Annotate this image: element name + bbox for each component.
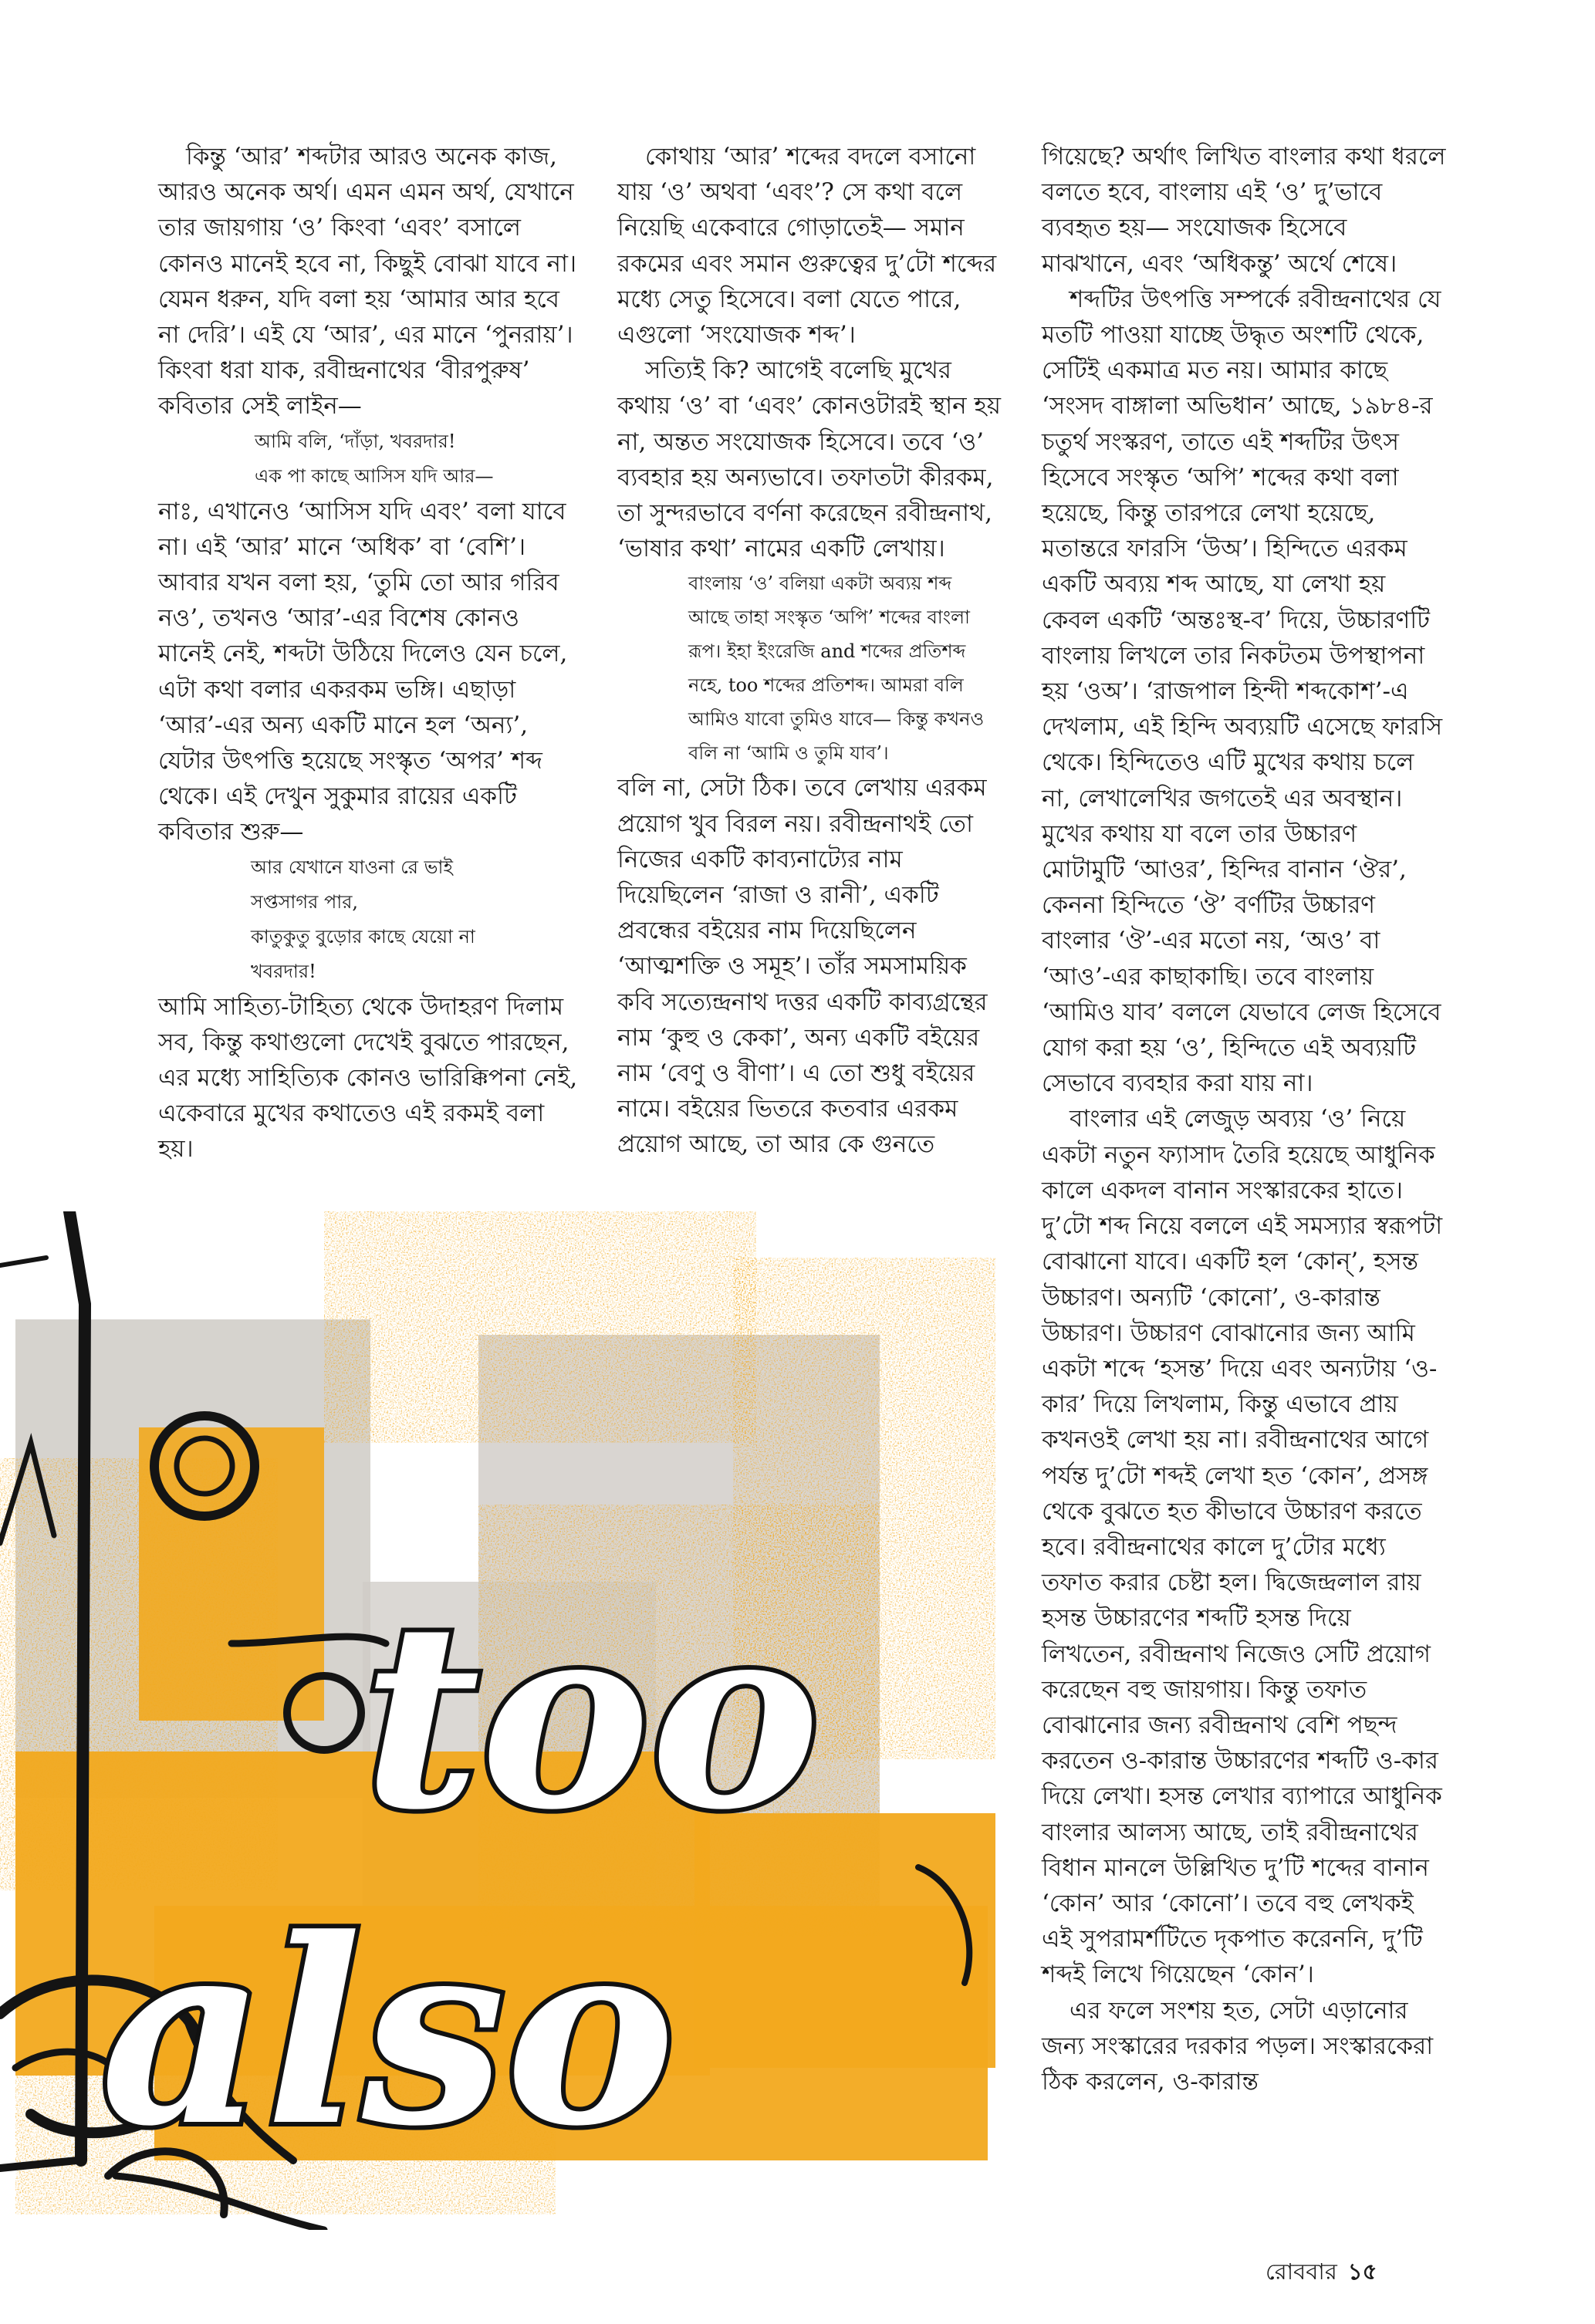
paragraph: সত্যিই কি? আগেই বলেছি মুখের কথায় ‘ও’ বা ‘এবং’ কোনওটারই স্থান হয় না, অন্তত সংযোজক হিসেবে। তবে ‘ও’ ব্যবহার হয় অন্যভাবে। তফাতটা কীরকম, তা সুন্দরভাবে বর্ণনা করেছেন রবীন্দ্রনাথ, ‘ভাষার কথা’ নামের একটি লেখায়। (617, 356, 1001, 563)
paragraph: বলি না, সেটা ঠিক। তবে লেখায় এরকম প্রয়োগ খুব বিরল নয়। রবীন্দ্রনাথই তো নিজের একটি কাব্যনাট্যের নাম দিয়েছিলেন ‘রাজা ও রানী’, একটি প্রবন্ধের বইয়ের নাম দিয়েছিলেন ‘আত্মশক্তি ও সমূহ’। তাঁর সমসাময়িক কবি সত্যেন্দ্রনাথ দত্তর একটি কাব্যগ্রন্থের নাম ‘কুহু ও কেকা’, অন্য একটি বইয়ের নাম ‘বেণু ও বীণা’। এ তো শুধু বইয়ের নামে। বইয়ের ভিতরে কতবার এরকম প্রয়োগ আছে, তা আর কে গুনতে (617, 774, 988, 1159)
page-footer (1266, 2255, 1377, 2292)
verse-line: খবরদার! (251, 960, 316, 982)
page-number: ১৫ (1347, 2258, 1377, 2285)
verse-line: আর যেখানে যাওনা রে ভাই (251, 856, 453, 878)
calligraphy-illustration (0, 1211, 1034, 2230)
paragraph: বাংলার এই লেজুড় অব্যয় ‘ও’ নিয়ে একটা নতুন ফ্যাসাদ তৈরি হয়েছে আধুনিক কালে একদল বানান সংস্কারকের হাতে। দু’টো শব্দ নিয়ে বললে এই সমস্যার স্বরূপটা বোঝানো যাবে। একটি হল ‘কোন্’, হসন্ত উচ্চারণ। অন্যটি ‘কোনো’, ও-কারান্ত উচ্চারণ। উচ্চারণ বোঝানোর জন্য আমি একটা শব্দে ‘হসন্ত’ দিয়ে এবং অন্যটায় ‘ও-কার’ দিয়ে লিখলাম, কিন্তু এভাবে প্রায় কখনওই লেখা হয় না। রবীন্দ্রনাথের আগে পর্যন্ত দু’টো শব্দই লেখা হত ‘কোন’, প্রসঙ্গ থেকে বুঝতে হত কীভাবে উচ্চারণ করতে হবে। রবীন্দ্রনাথের কালে দু’টোর মধ্যে তফাত করার চেষ্টা হল। দ্বিজেন্দ্রলাল রায় হসন্ত উচ্চারণের শব্দটি হসন্ত দিয়ে লিখতেন, রবীন্দ্রনাথ নিজেও সেটি প্রয়োগ করেছেন বহু জায়গায়। কিন্তু তফাত বোঝানোর জন্য রবীন্দ্রনাথ বেশি পছন্দ করতেন ও-কারান্ত উচ্চারণের শব্দটি ও-কার দিয়ে লেখা। হসন্ত লেখার ব্যাপারে আধুনিক বাংলার আলস্য আছে, তাই রবীন্দ্রনাথের বিধান মানলে উল্লিখিত দু’টি শব্দের বানান ‘কোন’ আর ‘কোনো’। তবে বহু লেখকই এই সুপরামর্শটিতে দৃকপাত করেননি, দু’টি শব্দই লিখে গিয়েছেন ‘কোন’। (1042, 1105, 1443, 1989)
paragraph: নাঃ, এখানেও ‘আসিস যদি এবং’ বলা যাবে না। এই ‘আর’ মানে ‘অধিক’ বা ‘বেশি’। আবার যখন বলা হয়, ‘তুমি তো আর গরিব নও’, তখনও ‘আর’-এর বিশেষ কোনও মানেই নেই, শব্দটা উঠিয়ে দিলেও যেন চলে, এটা কথা বলার একরকম ভঙ্গি। এছাড়া ‘আর’-এর অন্য একটি মানে হল ‘অন্য’, যেটার উৎপত্তি হয়েছে সংস্কৃত ‘অপর’ শব্দ থেকে। এই দেখুন সুকুমার রায়ের একটি কবিতার শুরু— (158, 497, 568, 846)
magazine-name: রোববার (1266, 2258, 1337, 2285)
paragraph: গিয়েছে? অর্থাৎ লিখিত বাংলার কথা ধরলে বলতে হবে, বাংলায় এই ‘ও’ দু’ভাবে ব্যবহৃত হয়— সংযোজক হিসেবে মাঝখানে, এবং ‘অধিকন্তু’ অর্থে শেষে। (1042, 143, 1446, 278)
word-also: also (100, 1883, 676, 2182)
text-column-2 (617, 139, 1011, 1163)
text-column-1 (158, 139, 579, 1167)
paragraph: শব্দটির উৎপত্তি সম্পর্কে রবীন্দ্রনাথের যে মতটি পাওয়া যাচ্ছে উদ্ধৃত অংশটি থেকে, সেটিই একমাত্র মত নয়। আমার কাছে ‘সংসদ বাঙ্গালা অভিধান’ আছে, ১৯৮৪-র চতুর্থ সংস্করণ, তাতে এই শব্দটির উৎস হিসেবে সংস্কৃত ‘অপি’ শব্দের কথা বলা হয়েছে, কিন্তু তারপরে লেখা হয়েছে, মতান্তরে ফারসি ‘উঅ’। হিন্দিতে এরকম একটি অব্যয় শব্দ আছে, যা লেখা হয় কেবল একটি ‘অন্তঃস্থ-ব’ দিয়ে, উচ্চারণটি বাংলায় লিখলে তার নিকটতম উপস্থাপনা হয় ‘ওঅ’। ‘রাজপাল হিন্দী শব্দকোশ’-এ দেখলাম, এই হিন্দি অব্যয়টি এসেছে ফারসি থেকে। হিন্দিতেও এটি মুখের কথায় চলে না, লেখালেখির জগতেই এর অবস্থান। মুখের কথায় যা বলে তার উচ্চারণ মোটামুটি ‘আওর’, হিন্দির বানান ‘ঔর’, কেননা হিন্দিতে ‘ঔ’ বর্ণটির উচ্চারণ বাংলার ‘ঔ’-এর মতো নয়, ‘অও’ বা ‘আও’-এর কাছাকাছি। তবে বাংলায় ‘আমিও যাব’ বললে যেভাবে লেজ হিসেবে যোগ করা হয় ‘ও’, হিন্দিতে এই অব্যয়টি সেভাবে ব্যবহার করা যায় না। (1042, 285, 1443, 1098)
verse-line: কাতুকুতু বুড়োর কাছে যেয়ো না (251, 925, 475, 948)
paragraph: এর ফলে সংশয় হত, সেটা এড়ানোর জন্য সংস্কারের দরকার পড়ল। সংস্কারকেরা ঠিক করলেন, ও-কারান্ত (1042, 1996, 1434, 2096)
block-quote: বাংলায় ‘ও’ বলিয়া একটা অব্যয় শব্দ আছে তাহা সংস্কৃত ‘অপি’ শব্দের বাংলা রূপ। ইহা ইংরেজি and শব্দের প্রতিশব্দ নহে, too শব্দের প্রতিশব্দ। আমরা বলি আমিও যাবো তুমিও যাবে— কিন্তু কখনও বলি না ‘আমি ও তুমি যাব’। (688, 573, 985, 765)
paragraph: কোথায় ‘আর’ শব্দের বদলে বসানো যায় ‘ও’ অথবা ‘এবং’? সে কথা বলে নিয়েছি একেবারে গোড়াতেই— সমান রকমের এবং সমান গুরুত্বের দু’টো শব্দের মধ্যে সেতু হিসেবে। বলা যেতে পারে, এগুলো ‘সংযোজক শব্দ’। (617, 143, 997, 350)
text-column-3 (1042, 139, 1447, 2099)
paragraph: কিন্তু ‘আর’ শব্দটার আরও অনেক কাজ, আরও অনেক অর্থ। এমন এমন অর্থ, যেখানে তার জায়গায় ‘ও’ কিংবা ‘এবং’ বসালে কোনও মানেই হবে না, কিছুই বোঝা যাবে না। যেমন ধরুন, যদি বলা হয় ‘আমার আর হবে না দেরি’। এই যে ‘আর’, এর মানে ‘পুনরায়’। কিংবা ধরা যাক, রবীন্দ্রনাথের ‘বীরপুরুষ’ কবিতার সেই লাইন— (158, 143, 577, 421)
word-too: too (363, 1566, 820, 1866)
verse-line: সপ্তসাগর পার, (251, 890, 359, 913)
verse-line: আমি বলি, ‘দাঁড়া, খবরদার! (255, 430, 456, 452)
paragraph: আমি সাহিত্য-টাহিত্য থেকে উদাহরণ দিলাম সব, কিন্তু কথাগুলো দেখেই বুঝতে পারছেন, এর মধ্যে সাহিত্যিক কোনও ভারিক্কিপনা নেই, একেবারে মুখের কথাতেও এই রকমই বলা হয়। (158, 992, 578, 1164)
verse-line: এক পা কাছে আসিস যদি আর— (255, 464, 494, 487)
